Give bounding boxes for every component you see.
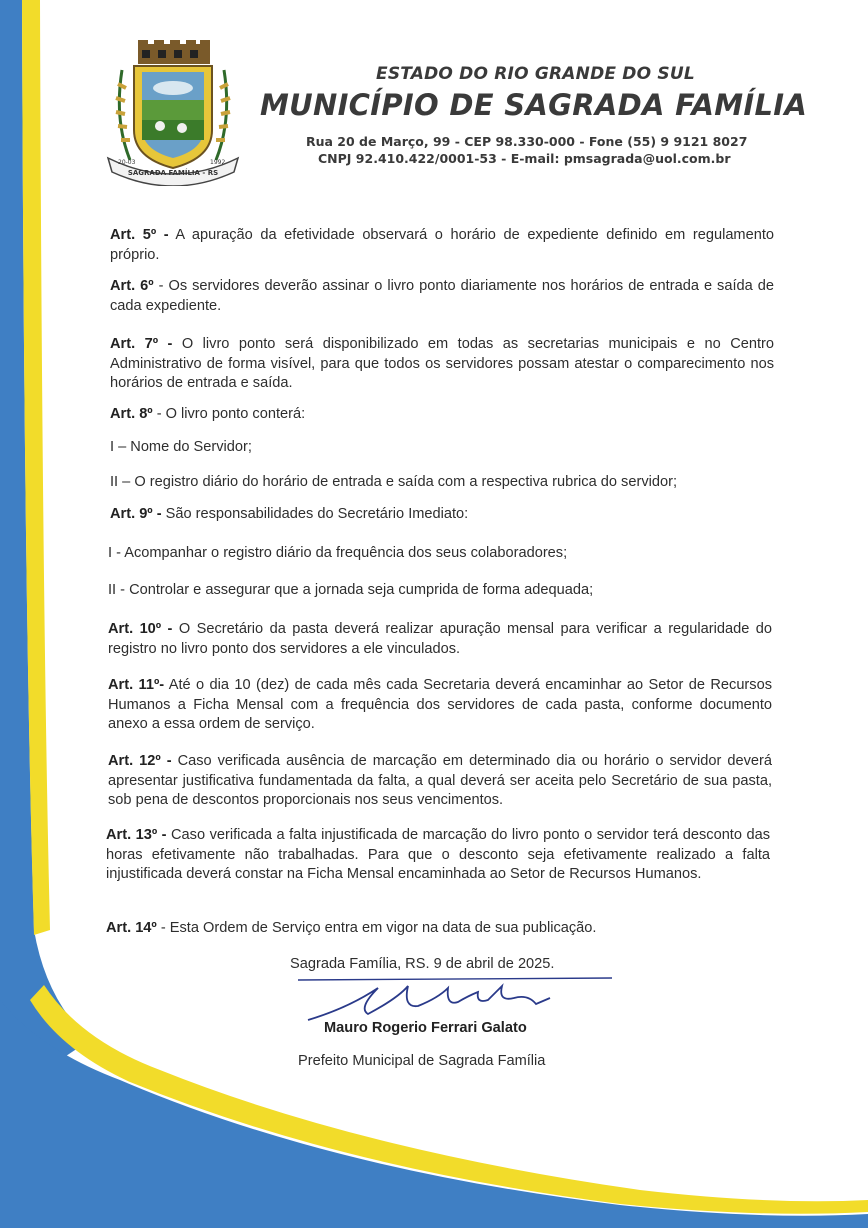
article-13: Art. 13º - Caso verificada a falta injustificada de marcação do livro ponto o servidor terá desconto das horas efetivamente não trabalhadas. Para que o desconto seja efetivamente realizado a falta injustificada deverá constar na Ficha Mensal encaminhada ao Setor de Recursos Humanos.: [106, 827, 770, 882]
article-8-item-2: II – O registro diário do horário de entrada e saída com a respectiva rubrica do servidor;: [110, 474, 678, 490]
header-state: ESTADO DO RIO GRANDE DO SUL: [376, 64, 695, 84]
header-cnpj-email: CNPJ 92.410.422/0001-53 - E-mail: pmsagrada@uol.com.br: [318, 151, 731, 166]
seal-year-left: 20-03: [118, 159, 136, 166]
article-12: Art. 12º - Caso verificada ausência de marcação em determinado dia ou horário o servidor deverá apresentar justificativa fundamentada da falta, a qual deverá ser aceita pelo Secretário de sua pasta, sob pena de descontos proporcionais nos seus vencimentos.: [108, 753, 772, 808]
article-11: Art. 11º- Até o dia 10 (dez) de cada mês cada Secretaria deverá encaminhar ao Setor de Recursos Humanos a Ficha Mensal com a frequência dos servidores de cada pasta, conforme documento anexo a essa ordem de serviço.: [108, 677, 773, 732]
seal-year-right: 1992: [210, 159, 226, 166]
article-10: Art. 10º - O Secretário da pasta deverá realizar apuração mensal para verificar a regularidade do registro no livro ponto dos servidores a ele vinculados.: [108, 621, 772, 657]
article-6: Art. 6º - Os servidores deverão assinar o livro ponto diariamente nos horários de entrada e saída de cada expediente.: [110, 278, 775, 314]
signatory-name: Mauro Rogerio Ferrari Galato: [324, 1020, 527, 1036]
seal-ribbon-text: SAGRADA FAMÍLIA - RS: [127, 169, 219, 177]
signatory-role: Prefeito Municipal de Sagrada Família: [298, 1053, 546, 1069]
article-14: Art. 14º - Esta Ordem de Serviço entra em vigor na data de sua publicação.: [106, 920, 597, 936]
header-municipality: MUNICÍPIO DE SAGRADA FAMÍLIA: [260, 88, 808, 122]
article-9-item-2: II - Controlar e assegurar que a jornada seja cumprida de forma adequada;: [108, 582, 594, 598]
coat-of-arms-logo: [104, 40, 242, 186]
article-8: Art. 8º - O livro ponto conterá:: [110, 406, 306, 422]
article-5: Art. 5º - A apuração da efetividade observará o horário de expediente definido em regulamento próprio.: [110, 227, 774, 263]
article-9-item-1: I - Acompanhar o registro diário da frequência dos seus colaboradores;: [108, 545, 568, 561]
article-8-item-1: I – Nome do Servidor;: [110, 439, 252, 455]
article-7: Art. 7º - O livro ponto será disponibilizado em todas as secretarias municipais e no Centro Administrativo de forma visível, para que todos os servidores possam atestar o comparecimento nos horários de entrada e saída.: [110, 336, 774, 391]
signature-place-date: Sagrada Família, RS. 9 de abril de 2025.: [290, 956, 555, 972]
article-9: Art. 9º - São responsabilidades do Secretário Imediato:: [110, 506, 469, 522]
header-address: Rua 20 de Março, 99 - CEP 98.330-000 - Fone (55) 9 9121 8027: [306, 134, 748, 149]
